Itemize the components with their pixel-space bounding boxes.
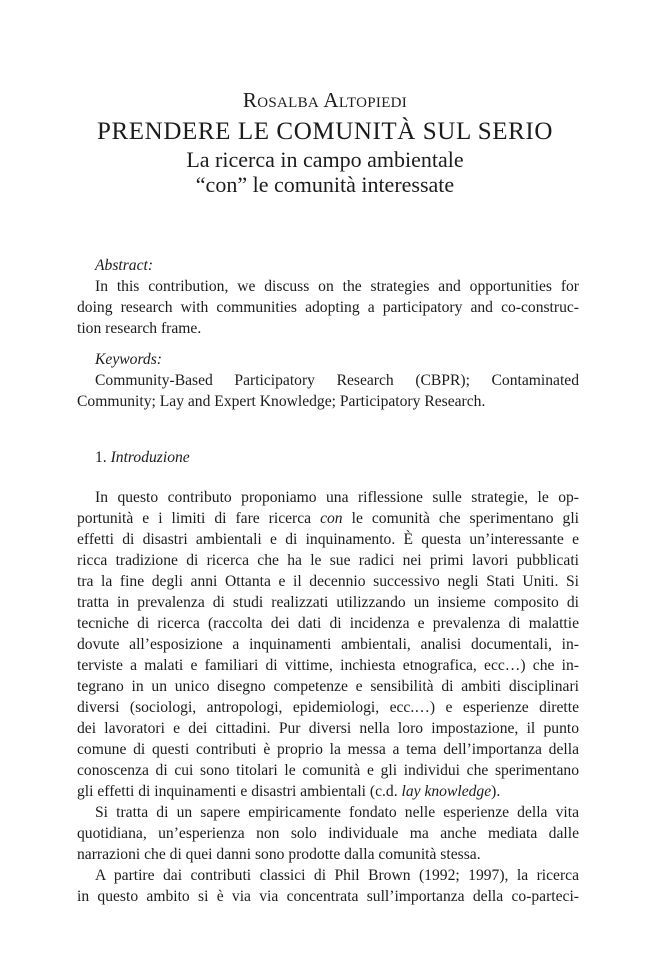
paper-title: PRENDERE LE COMUNITÀ SUL SERIO: [97, 118, 553, 145]
emphasis-con: con: [320, 510, 343, 527]
body-line: A partire dai contributi classici di Phil Brown (1992; 1997), la ricerca: [95, 867, 579, 884]
keywords-label: Keywords:: [95, 351, 162, 368]
body-line: dei lavoratori e dei cittadini. Pur diversi nella loro impostazione, il punto: [77, 720, 579, 737]
abstract-line: doing research with communities adopting a participatory and co-construc-: [77, 299, 579, 316]
author-name: Rosalba Altopiedi: [242, 88, 408, 112]
body-line: Si tratta di un sapere empiricamente fondato nelle esperienze della vita: [95, 804, 579, 821]
abstract-line: tion research frame.: [77, 320, 202, 337]
body-line: tra la fine degli anni Ottanta e il decennio successivo negli Stati Uniti. Si: [77, 573, 579, 590]
body-line: tegrano in un unico disegno competenze e sensibilità di ambiti disciplinari: [77, 678, 579, 695]
abstract-line: In this contribution, we discuss on the strategies and opportunities for: [95, 278, 579, 295]
keywords-line: Community; Lay and Expert Knowledge; Participatory Research.: [77, 393, 486, 410]
paper-subtitle-line-1: La ricerca in campo ambientale: [186, 147, 464, 172]
body-line: in questo ambito si è via via concentrata sull’importanza della co-parteci-: [77, 888, 579, 905]
body-line: quotidiana, un’esperienza non solo individuale ma anche mediata dalle: [77, 825, 579, 842]
body-line: dovute all’esposizione a inquinamenti ambientali, analisi documentali, in-: [77, 636, 579, 653]
body-line: diversi (sociologi, antropologi, epidemiologi, ecc.…) e esperienze dirette: [77, 699, 579, 716]
emphasis-lay-knowledge: lay knowledge: [401, 783, 492, 800]
section-title: Introduzione: [110, 449, 190, 466]
body-line: [77, 783, 579, 801]
body-text-span: portunità e i limiti di fare ricerca: [77, 510, 312, 527]
abstract-label: Abstract:: [95, 257, 154, 274]
body-line: [77, 510, 579, 528]
body-line: narrazioni che di quei danni sono prodotte dalla comunità stessa.: [77, 846, 481, 863]
body-text-span: gli effetti di inquinamenti e disastri ambientali (c.d.: [77, 783, 398, 800]
paper-subtitle-line-2: “con” le comunità interessate: [195, 172, 455, 197]
body-text-span: le comunità che sperimentano gli: [351, 510, 579, 527]
body-line: terviste a malati e familiari di vittime, inchiesta etnografica, ecc…) che in-: [77, 657, 579, 674]
body-line: effetti di disastri ambientali e di inquinamento. È questa un’interessante e: [77, 531, 579, 548]
body-line: conoscenza di cui sono titolari le comunità e gli individui che sperimentano: [77, 762, 579, 779]
body-line: comune di questi contributi è proprio la messa a tema dell’importanza della: [77, 741, 579, 758]
section-number: 1.: [95, 449, 107, 466]
section-heading: [95, 449, 190, 467]
body-text-span: ).: [491, 783, 501, 800]
body-line: tecniche di ricerca (raccolta dei dati di incidenza e prevalenza di malattie: [77, 615, 579, 632]
body-line: tratta in prevalenza di studi realizzati utilizzando un insieme composito di: [77, 594, 579, 611]
keywords-line: Community-Based Participatory Research (CBPR); Contaminated: [95, 372, 579, 389]
body-line: ricca tradizione di ricerca che ha le sue radici nei primi lavori pubblicati: [77, 552, 579, 569]
body-line: In questo contributo proponiamo una riflessione sulle strategie, le op-: [95, 489, 579, 506]
